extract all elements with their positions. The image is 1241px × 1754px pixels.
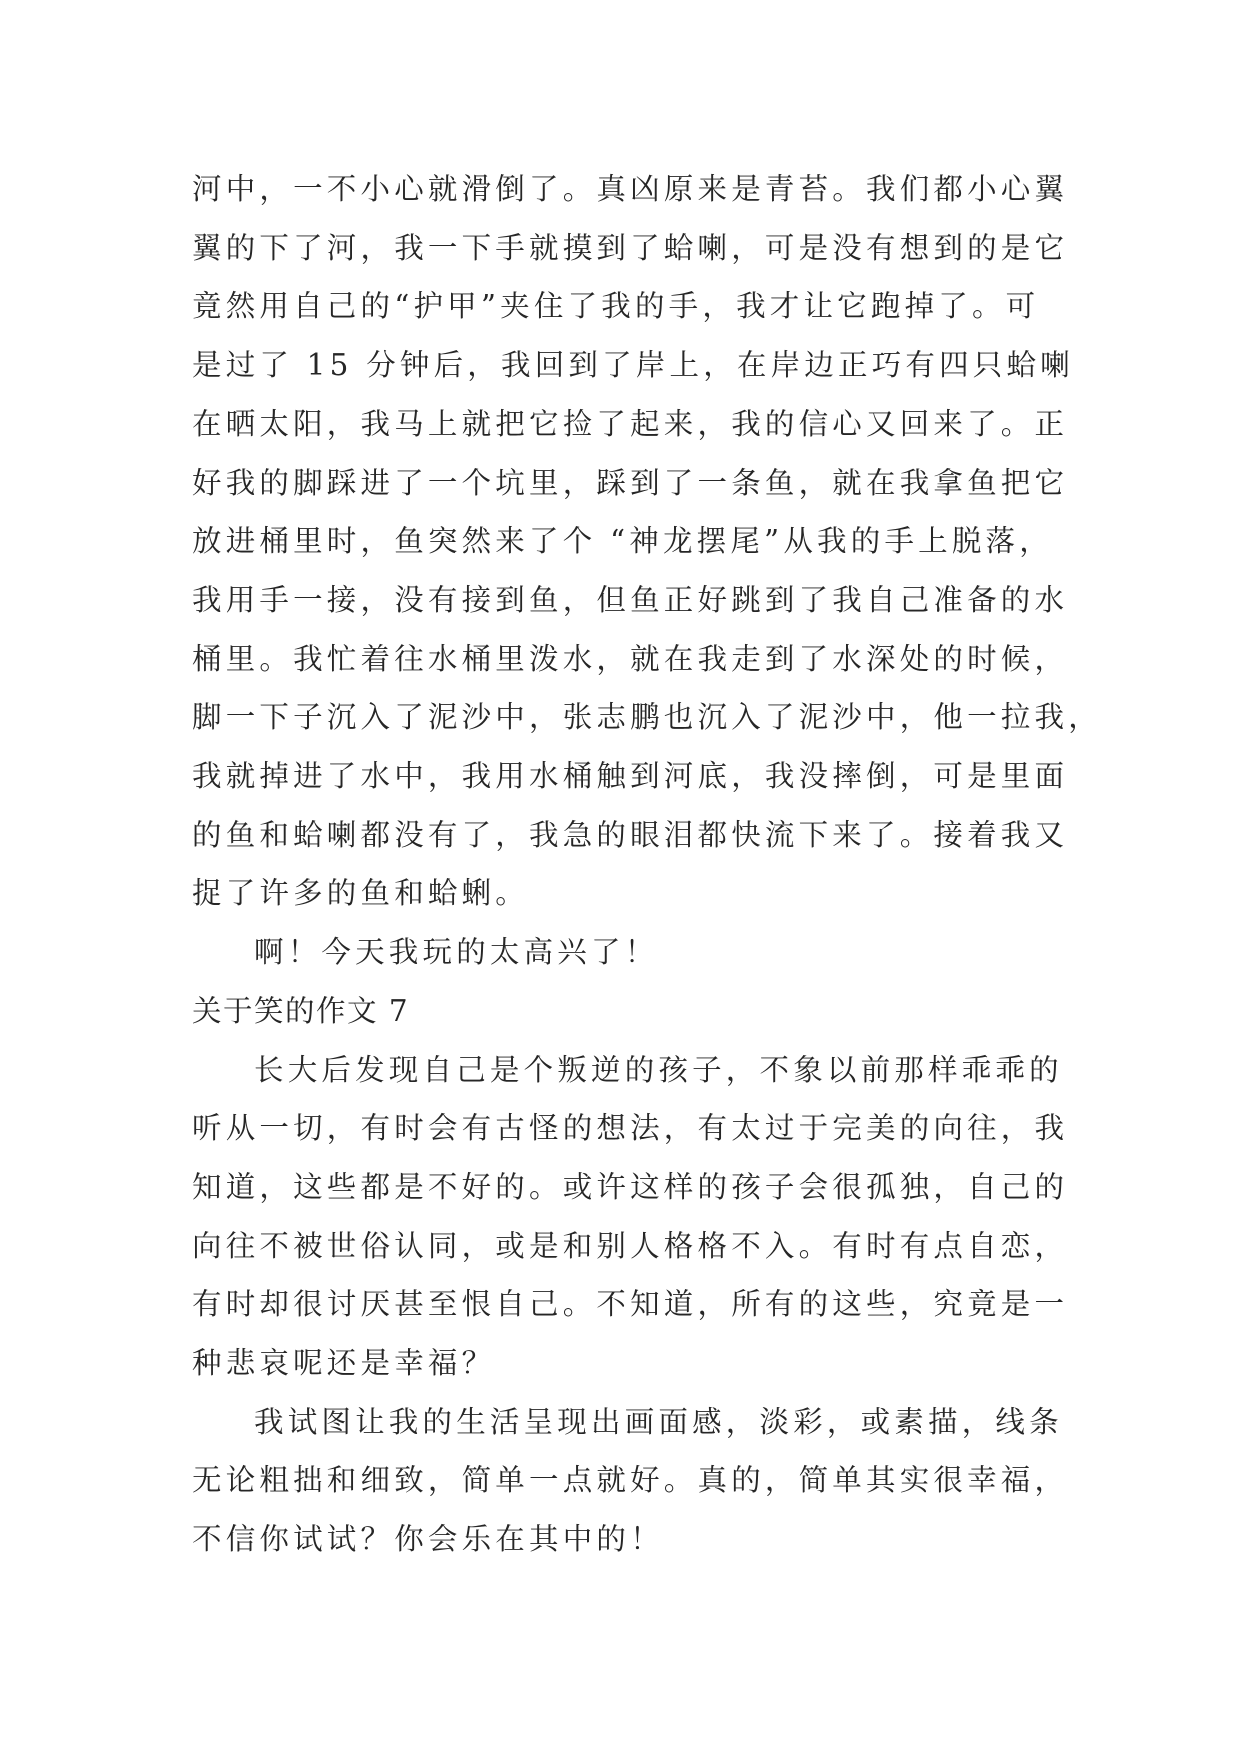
text-line: 脚一下子沉入了泥沙中，张志鹏也沉入了泥沙中，他一拉我， [192,700,1102,735]
text-line: 知道，这些都是不好的。或许这样的孩子会很孤独，自己的 [192,1169,1069,1204]
heading-text: 关于笑的作文 7 [192,993,410,1028]
text-line: 在晒太阳，我马上就把它捡了起来，我的信心又回来了。正 [192,406,1069,441]
paragraph-4 [192,1393,1069,1569]
text-line: 桶里。我忙着往水桶里泼水，就在我走到了水深处的时候， [192,641,1069,676]
text-line: 是过了 15 分钟后，我回到了岸上，在岸边正巧有四只蛤喇 [192,348,1074,383]
text-line: 好我的脚踩进了一个坑里，踩到了一条鱼，就在我拿鱼把它 [192,465,1069,500]
text-line: 竟然用自己的“护甲”夹住了我的手，我才让它跑掉了。可 [192,289,1040,324]
text-line: 我就掉进了水中，我用水桶触到河底，我没摔倒，可是里面 [192,759,1069,794]
paragraph-3 [192,1041,1069,1393]
text-line: 放进桶里时，鱼突然来了个 “神龙摆尾”从我的手上脱落， [192,524,1053,559]
text-line: 种悲哀呢还是幸福？ [192,1346,496,1381]
text-line: 听从一切，有时会有古怪的想法，有太过于完美的向往，我 [192,1111,1069,1146]
text-line: 河中，一不小心就滑倒了。真凶原来是青苔。我们都小心翼 [192,172,1069,206]
text-line: 无论粗拙和细致，简单一点就好。真的，简单其实很幸福， [192,1463,1069,1498]
text-line: 我用手一接，没有接到鱼，但鱼正好跳到了我自己准备的水 [192,582,1069,617]
section-heading [192,982,1062,1041]
text-line: 翼的下了河，我一下手就摸到了蛤喇，可是没有想到的是它 [192,230,1069,265]
paragraph-1 [192,160,1102,923]
text-line: 向往不被世俗认同，或是和别人格格不入。有时有点自恋， [192,1228,1069,1263]
text-line: 我试图让我的生活呈现出画面感，淡彩，或素描，线条 [254,1404,1063,1439]
text-line: 捉了许多的鱼和蛤蜊。 [192,876,530,911]
text-line: 的鱼和蛤喇都没有了，我急的眼泪都快流下来了。接着我又 [192,817,1069,852]
text-line: 啊！今天我玩的太高兴了！ [254,935,659,970]
text-line: 有时却很讨厌甚至恨自己。不知道，所有的这些，究竟是一 [192,1287,1069,1322]
paragraph-2 [192,923,1062,982]
document-body [192,160,1102,1569]
text-line: 长大后发现自己是个叛逆的孩子，不象以前那样乖乖的 [254,1052,1063,1087]
text-line: 不信你试试？你会乐在其中的！ [192,1522,664,1557]
